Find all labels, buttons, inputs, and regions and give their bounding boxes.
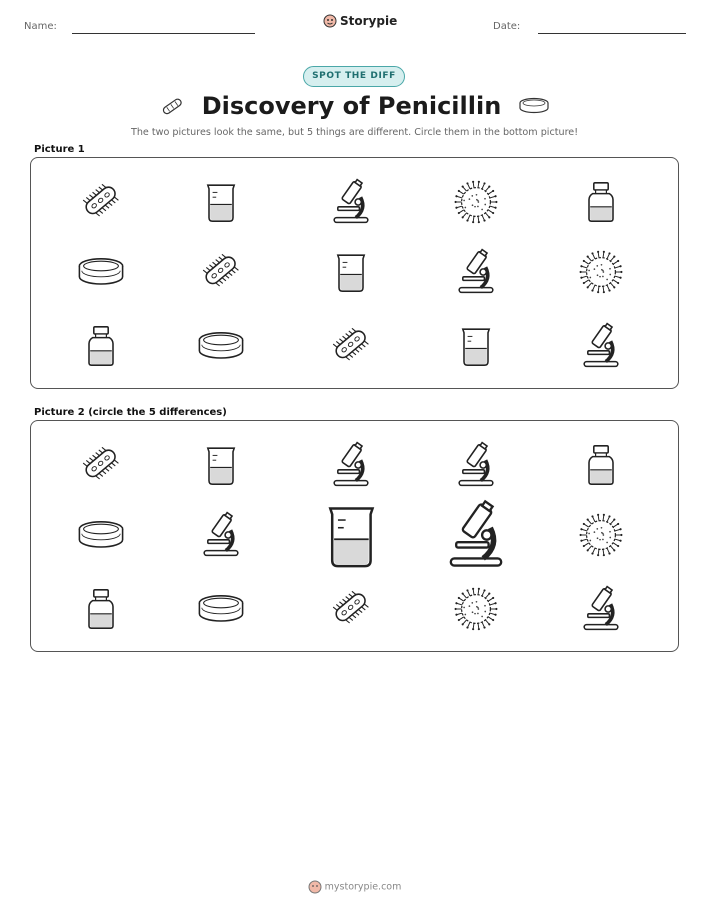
- date-label: Date:: [493, 21, 521, 32]
- microscope-icon: [452, 248, 500, 296]
- petri-dish-icon: [77, 248, 125, 296]
- bacteria-icon: [77, 178, 125, 226]
- bacteria-icon: [197, 248, 245, 296]
- vial-icon: [77, 322, 125, 370]
- picture-2-item[interactable]: [197, 585, 245, 633]
- picture-1-item: [577, 248, 625, 296]
- beaker-icon: [452, 322, 500, 370]
- picture-1-item: [197, 322, 245, 370]
- picture-2-item[interactable]: [577, 585, 625, 633]
- picture-1-item: [327, 178, 375, 226]
- bacteria-icon: [327, 322, 375, 370]
- picture-1-item: [77, 248, 125, 296]
- brand-logo: [323, 14, 397, 28]
- picture-2-item[interactable]: [327, 585, 375, 633]
- date-line[interactable]: [538, 33, 686, 34]
- vial-icon: [77, 585, 125, 633]
- storypie-footer-icon: [308, 880, 322, 894]
- name-label: Name:: [24, 21, 57, 32]
- picture-1-item: [327, 248, 375, 296]
- picture-2-item[interactable]: [577, 511, 625, 559]
- picture-2-item[interactable]: [77, 585, 125, 633]
- picture-2-label: Picture 2 (circle the 5 differences): [34, 407, 227, 418]
- petri-dish-icon: [197, 322, 245, 370]
- microscope-icon: [197, 511, 245, 559]
- petri-dish-icon: [77, 511, 125, 559]
- picture-1-item: [577, 322, 625, 370]
- picture-2-item[interactable]: [197, 441, 245, 489]
- petri-dish-title-icon: [518, 97, 550, 115]
- microscope-icon: [327, 441, 375, 489]
- spot-the-diff-badge: SPOT THE DIFF: [303, 66, 405, 87]
- picture-1-item: [452, 248, 500, 296]
- storypie-logo-icon: [323, 14, 337, 28]
- picture-2-item[interactable]: [452, 441, 500, 489]
- picture-1-item: [577, 178, 625, 226]
- picture-1-item: [77, 178, 125, 226]
- footer: [0, 880, 709, 894]
- picture-2-item[interactable]: [577, 441, 625, 489]
- picture-1-item: [452, 322, 500, 370]
- bacteria-icon: [327, 585, 375, 633]
- picture-2-panel[interactable]: [30, 420, 679, 652]
- picture-2-item[interactable]: [313, 497, 390, 574]
- picture-1-label: Picture 1: [34, 144, 85, 155]
- bacteria-title-icon: [159, 96, 185, 116]
- mold-spore-icon: [452, 585, 500, 633]
- petri-dish-icon: [197, 585, 245, 633]
- beaker-icon: [327, 248, 375, 296]
- vial-icon: [577, 178, 625, 226]
- footer-url[interactable]: mystorypie.com: [324, 881, 402, 893]
- picture-2-item[interactable]: [452, 585, 500, 633]
- name-line[interactable]: [72, 33, 255, 34]
- vial-icon: [577, 441, 625, 489]
- bacteria-icon: [77, 441, 125, 489]
- picture-1-item: [77, 322, 125, 370]
- mold-spore-icon: [577, 248, 625, 296]
- microscope-icon: [440, 499, 512, 571]
- picture-1-panel: [30, 157, 679, 389]
- microscope-icon: [452, 441, 500, 489]
- beaker-icon: [197, 441, 245, 489]
- picture-2-item[interactable]: [77, 511, 125, 559]
- picture-2-item[interactable]: [327, 441, 375, 489]
- beaker-icon: [313, 497, 390, 574]
- picture-1-item: [452, 178, 500, 226]
- page-title-row: [0, 92, 709, 120]
- microscope-icon: [577, 322, 625, 370]
- mold-spore-icon: [577, 511, 625, 559]
- picture-1-item: [197, 248, 245, 296]
- picture-2-item[interactable]: [77, 441, 125, 489]
- picture-1-item: [327, 322, 375, 370]
- brand-name: Storypie: [340, 14, 398, 28]
- page-title: Discovery of Penicillin: [201, 92, 502, 120]
- beaker-icon: [197, 178, 245, 226]
- instructions: The two pictures look the same, but 5 things are different. Circle them in the bottom picture!: [130, 127, 579, 138]
- microscope-icon: [327, 178, 375, 226]
- picture-2-item[interactable]: [440, 499, 512, 571]
- picture-1-item: [197, 178, 245, 226]
- mold-spore-icon: [452, 178, 500, 226]
- microscope-icon: [577, 585, 625, 633]
- picture-2-item[interactable]: [197, 511, 245, 559]
